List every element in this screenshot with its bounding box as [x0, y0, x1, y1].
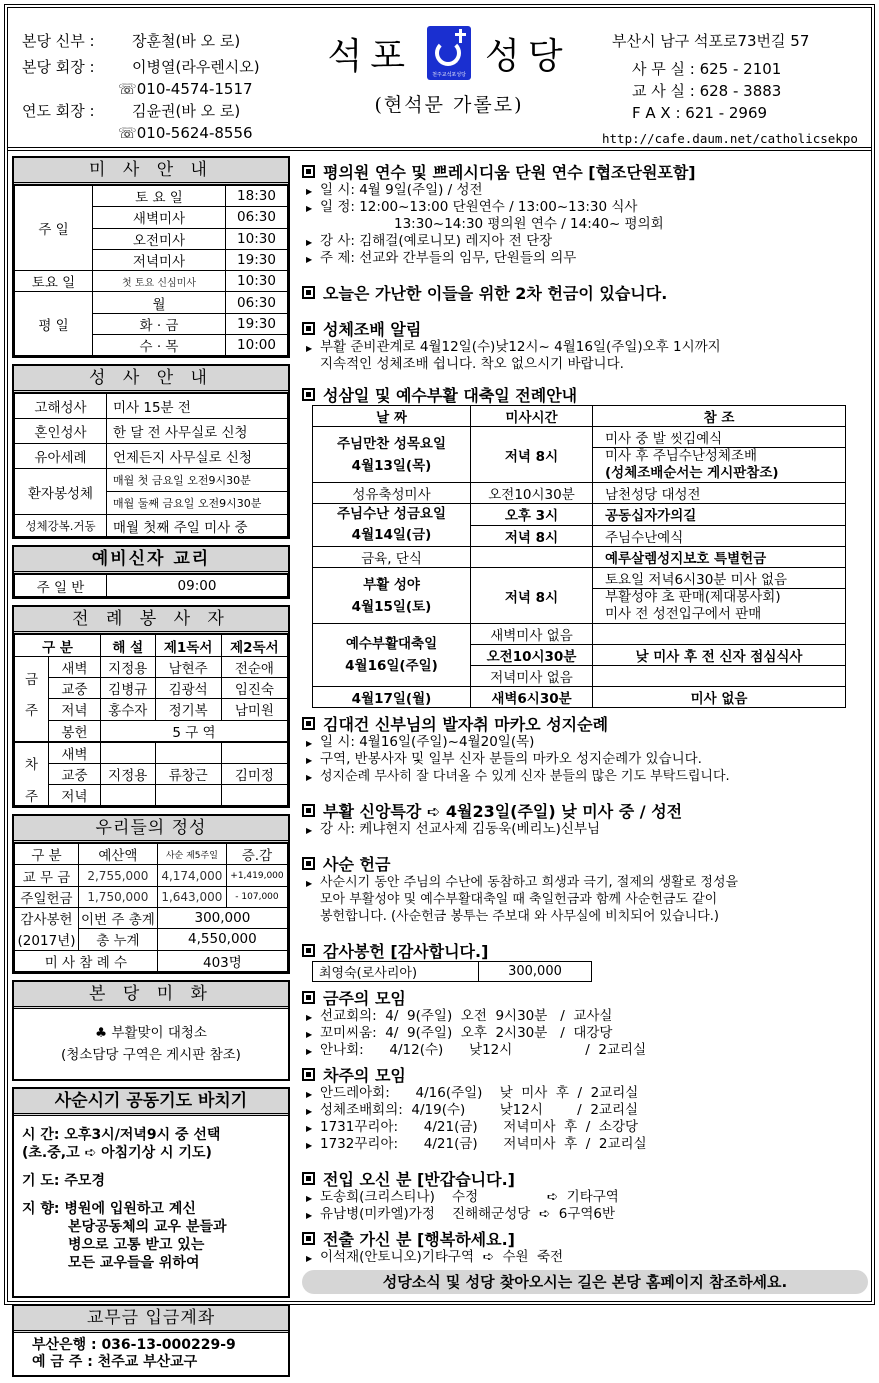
liturgy-day: 4월17일(월) — [313, 687, 471, 708]
square-bullet-icon — [302, 388, 315, 401]
liturgy-ref: 미사 중 발 씻김예식 — [593, 427, 846, 448]
liturgy-ref: 미사 전 성전입구에서 판매 — [605, 606, 762, 622]
liturgy-ref: 미사 없음 — [593, 687, 846, 708]
catechumen-box — [12, 545, 290, 599]
bullet-item: ▶ 강 사: 김해걸(예로니모) 레지아 전 단장 — [302, 233, 868, 250]
liturgy-table — [312, 405, 846, 708]
liturgy-ref: 부활성야 초 판매(제대봉사회) — [605, 589, 781, 605]
mass-name: 수 · 목 — [93, 335, 226, 356]
week-total-label: 이번 주 총계 — [79, 908, 158, 929]
sacrament-value: 언제든지 사무실로 신청 — [107, 444, 288, 469]
mass-time: 10:00 — [226, 335, 288, 356]
section-second-collection — [302, 281, 868, 303]
liturgy-ref: 남천성당 대성전 — [593, 483, 846, 504]
liturgy-time: 오전10시30분 — [471, 483, 593, 504]
catechumen-title: 예비신자 교리 — [14, 547, 288, 574]
parish-title-block — [304, 26, 594, 117]
section-title: 전입 오신 분 [반갑습니다.] — [323, 1169, 515, 1189]
liturgy-ref: (성체조배순서는 게시판참조) — [605, 465, 779, 481]
square-bullet-icon — [302, 1068, 315, 1081]
commentator: 지정용 — [100, 763, 155, 784]
yeondo-name: 김윤권(바 오 로) — [132, 102, 241, 120]
reader1 — [155, 784, 221, 805]
diff: +1,419,000 — [226, 865, 287, 886]
bullet-continuation: 지속적인 성체조배 쉽니다. 착오 없으시기 바랍니다. — [320, 356, 624, 372]
liturgy-time: 저녁 8시 — [471, 525, 593, 547]
bullet-item: ▶ 일 정: 12:00~13:00 단원연수 / 13:00~13:30 식사 — [302, 199, 868, 216]
actual: 4,174,000 — [157, 865, 226, 886]
weekday-label: 평 일 — [15, 292, 93, 356]
teachers-phone: 교 사 실 : 628 - 3883 — [632, 82, 782, 100]
mass-name: 화 · 금 — [93, 313, 226, 334]
col-header: 미사시간 — [471, 406, 593, 427]
square-bullet-icon — [302, 804, 315, 817]
col-header: 구 분 — [15, 635, 101, 656]
lent-prayer-title: 사순시기 공동기도 바치기 — [14, 1089, 288, 1116]
thanks-table — [312, 961, 592, 982]
mass-name: 토 요 일 — [93, 186, 226, 207]
sacrament-value: 한 달 전 사무실로 신청 — [107, 419, 288, 444]
liturgy-time: 새벽6시30분 — [471, 687, 593, 708]
square-bullet-icon — [302, 286, 315, 299]
liturgy-time — [471, 547, 593, 568]
sacrament-value: 미사 15분 전 — [107, 394, 288, 419]
section-next-week-meetings — [302, 1063, 868, 1085]
sacrament-name: 고해성사 — [15, 394, 107, 419]
liturgy-time: 저녁 8시 — [471, 427, 593, 483]
bank-account: 부산은행 : 036-13-000229-9 — [32, 1336, 236, 1353]
beautify-title: 본 당 미 화 — [14, 982, 288, 1009]
slot: 저녁 — [49, 784, 101, 805]
sacrament-value: 매월 첫 금요일 오전9시30분 — [107, 469, 288, 492]
square-bullet-icon — [302, 165, 315, 178]
bullet-continuation: 13:30~14:30 평의원 연수 / 14:40~ 평의회 — [394, 216, 664, 232]
mass-time: 06:30 — [226, 207, 288, 228]
section-title: 오늘은 가난한 이들을 위한 2차 헌금이 있습니다. — [323, 283, 668, 303]
prayer-time: 시 간: 오후3시/저녁9시 중 선택 — [22, 1126, 221, 1143]
reader2: 전순애 — [221, 656, 287, 677]
bullet-item: ▶ 1731꾸리아: 4/21(금) 저녁미사 후 / 소강당 — [302, 1119, 868, 1136]
section-thanks — [302, 939, 868, 961]
section-title: 부활 신앙특강 ➪ 4월23일(주일) 낮 미사 중 / 성전 — [323, 801, 683, 821]
beautify-line2: (청소담당 구역은 게시판 참조) — [61, 1046, 241, 1063]
sacrament-guide-box — [12, 364, 290, 539]
fax-number: F A X : 621 - 2969 — [632, 104, 768, 122]
donation-amount: 300,000 — [479, 962, 592, 982]
section-title: 평의원 연수 및 쁘레시디움 단원 연수 [협조단원포함] — [323, 162, 696, 182]
liturgy-date: 4월16일(주일) — [345, 658, 438, 674]
parish-subtitle: (현석문 가롤로) — [374, 94, 524, 116]
section-title: 김대건 신부님의 발자취 마카오 성지순례 — [323, 714, 609, 734]
account-holder: 예 금 주 : 천주교 부산교구 — [32, 1353, 198, 1370]
col-header: 증.감 — [226, 844, 287, 865]
slot: 저녁 — [49, 699, 101, 720]
this-week-label: 금 — [15, 656, 49, 699]
mass-time: 19:30 — [226, 313, 288, 334]
section-title: 전출 가신 분 [행복하세요.] — [323, 1229, 515, 1249]
beautify-line1: ♣ 부활맞이 대청소 — [95, 1024, 207, 1041]
catechumen-time: 09:00 — [107, 575, 288, 597]
bullet-item: ▶ 선교회의: 4/ 9(주일) 오전 9시30분 / 교사실 — [302, 1008, 868, 1025]
bullet-item: ▶ 성지순례 무사히 잘 다녀올 수 있게 신자 분들의 많은 기도 부탁드립니다. — [302, 768, 868, 785]
liturgy-ref: 예루살렘성지보호 특별헌금 — [593, 547, 846, 568]
liturgy-time: 오후 3시 — [471, 504, 593, 526]
section-lent-offering — [302, 852, 868, 874]
sacrament-value: 매월 둘째 금요일 오전9시30분 — [107, 492, 288, 515]
mass-guide-title: 미 사 안 내 — [14, 158, 288, 185]
account-box — [12, 1304, 290, 1377]
liturgy-ref: 미사 후 주님수난성체조배 — [605, 448, 758, 464]
bullet-item: ▶ 일 시: 4월 9일(주일) / 성전 — [302, 182, 868, 199]
slot: 교중 — [49, 677, 101, 698]
sacrament-table — [14, 393, 288, 537]
bullet-item: ▶ 강 사: 케냐현지 선교사제 김동욱(베리노)신부님 — [302, 821, 868, 838]
bullet-item: ▶ 구역, 반봉사자 및 일부 신자 분들의 마카오 성지순례가 있습니다. — [302, 751, 868, 768]
section-welcome — [302, 1167, 868, 1189]
intent-line: 모든 교우들을 위하여 — [68, 1254, 200, 1271]
section-pilgrimage — [302, 712, 868, 734]
budget: 2,755,000 — [79, 865, 158, 886]
offering-name: 교 무 금 — [15, 865, 79, 886]
mass-name: 새벽미사 — [93, 207, 226, 228]
priest-label: 본당 신부 : — [22, 32, 95, 50]
liturgy-day: 성유축성미사 — [313, 483, 471, 504]
slot: 새벽 — [49, 656, 101, 677]
col-header: 제2독서 — [221, 635, 287, 656]
reader1: 정기복 — [155, 699, 221, 720]
liturgy-day: 금육, 단식 — [313, 547, 471, 568]
bullet-item: ▶ 일 시: 4월16일(주일)~4월20일(목) — [302, 734, 868, 751]
offerings-box — [12, 814, 290, 974]
section-title: 성체조배 알림 — [323, 319, 422, 339]
left-column — [12, 156, 290, 1383]
diff: - 107,000 — [226, 886, 287, 907]
parish-logo-icon: 천주교석포성당 — [427, 26, 471, 80]
liturgy-date: 4월13일(목) — [351, 457, 432, 474]
yeondo-phone: ☏010-5624-8556 — [118, 124, 253, 142]
liturgy-time: 저녁 8시 — [471, 568, 593, 624]
account-title: 교무금 입금계좌 — [14, 1306, 288, 1333]
section-liturgy — [302, 383, 868, 405]
mass-name: 첫 토요 신심미사 — [93, 271, 226, 292]
bullet-item: ▶ 부활 준비관계로 4월12일(수)낮12시~ 4월16일(주일)오후 1시까지 — [302, 339, 868, 356]
title-left: 석포 — [327, 35, 413, 77]
sacrament-value: 매월 첫째 주일 미사 중 — [107, 515, 288, 537]
clergy-info — [22, 30, 260, 144]
yeondo-label: 연도 회장 : — [22, 102, 95, 120]
col-header: 구 분 — [15, 844, 79, 865]
office-phone: 사 무 실 : 625 - 2101 — [632, 60, 782, 78]
beautify-box — [12, 980, 290, 1081]
sacrament-name: 환자봉성체 — [15, 469, 107, 515]
liturgy-ref: 공동십자가의길 — [593, 504, 846, 526]
bullet-item: ▶ 도송희(크리스티나) 수정 ➪ 기타구역 — [302, 1189, 868, 1206]
contact-info — [602, 30, 858, 150]
offerings-table — [14, 843, 288, 972]
square-bullet-icon — [302, 857, 315, 870]
section-lecture — [302, 799, 868, 821]
thanks-label: 감사봉헌 — [15, 908, 79, 929]
slot: 새벽 — [49, 742, 101, 764]
offerings-title: 우리들의 정성 — [14, 816, 288, 843]
section-title: 사순 헌금 — [323, 854, 391, 874]
donor-name: 최영숙(로사리아) — [313, 962, 479, 982]
catechumen-table — [14, 574, 288, 597]
mass-time: 10:30 — [226, 271, 288, 292]
mass-name: 저녁미사 — [93, 249, 226, 270]
intent-label: 지 향: — [22, 1200, 60, 1217]
col-header: 참 조 — [593, 406, 846, 427]
reader1 — [155, 742, 221, 764]
saturday-label: 토요 일 — [15, 271, 93, 292]
offering-group: 5 구 역 — [100, 720, 287, 742]
attendance-label: 미 사 참 례 수 — [15, 950, 158, 971]
attendance: 403명 — [157, 950, 287, 971]
intent-line: 병원에 입원하고 계신 — [64, 1200, 196, 1217]
mass-time: 10:30 — [226, 228, 288, 249]
liturgy-time: 새벽미사 없음 — [471, 624, 593, 645]
section-title: 차주의 모임 — [323, 1065, 406, 1085]
prayer-time-note: (초.중,고 ➪ 아침기상 시 기도) — [22, 1144, 212, 1161]
square-bullet-icon — [302, 1172, 315, 1185]
mass-name: 오전미사 — [93, 228, 226, 249]
next-week-label: 주 — [15, 784, 49, 805]
reader1: 남현주 — [155, 656, 221, 677]
col-header: 사순 제5주일 — [157, 844, 226, 865]
bullet-item: ▶ 사순시기 동안 주님의 수난에 동참하고 희생과 극기, 절제의 생활로 정성을 — [302, 874, 868, 891]
liturgy-day: 주님만찬 성목요일 — [336, 435, 447, 452]
square-bullet-icon — [302, 991, 315, 1004]
address: 부산시 남구 석포로73번길 57 — [612, 32, 810, 50]
mass-time: 19:30 — [226, 249, 288, 270]
col-header: 제1독서 — [155, 635, 221, 656]
week-total: 300,000 — [157, 908, 287, 929]
offering-name: 주일헌금 — [15, 886, 79, 907]
header — [8, 8, 871, 151]
col-header: 해 설 — [100, 635, 155, 656]
liturgy-day: 주님수난 성금요일 — [336, 506, 447, 522]
reader1: 김광석 — [155, 677, 221, 698]
bulletin-page — [4, 4, 875, 1370]
bullet-item: ▶ 성체조배회의: 4/19(수) 낮12시 / 2교리실 — [302, 1102, 868, 1119]
liturgy-date: 4월14일(금) — [351, 527, 432, 543]
reader2: 김미정 — [221, 763, 287, 784]
homepage-notice: 성당소식 및 성당 찾아오시는 길은 본당 홈페이지 참조하세요. — [302, 1270, 868, 1294]
section-adoration — [302, 317, 868, 339]
liturgy-time: 오전10시30분 — [471, 645, 593, 666]
cumulative-label: 총 누계 — [79, 929, 158, 950]
mass-name: 월 — [93, 292, 226, 313]
bullet-item: ▶ 안나회: 4/12(수) 낮12시 / 2교리실 — [302, 1042, 868, 1059]
bullet-item: ▶ 주 제: 선교와 간부들의 임무, 단원들의 의무 — [302, 250, 868, 267]
mass-guide-box — [12, 156, 290, 358]
col-header: 날 짜 — [313, 406, 471, 427]
slot: 봉헌 — [49, 720, 101, 742]
commentator — [100, 784, 155, 805]
intent-line: 병으로 고통 받고 있는 — [68, 1236, 205, 1253]
thanks-year: (2017년) — [15, 929, 79, 950]
chair-name: 이병열(라우렌시오) — [132, 58, 260, 76]
servers-table — [14, 634, 288, 806]
section-farewell — [302, 1227, 868, 1249]
next-week-label: 차 — [15, 742, 49, 785]
mass-time: 18:30 — [226, 186, 288, 207]
commentator: 김병규 — [100, 677, 155, 698]
bullet-item: ▶ 꼬미씨움: 4/ 9(주일) 오후 2시30분 / 대강당 — [302, 1025, 868, 1042]
slot: 교중 — [49, 763, 101, 784]
bullet-item: ▶ 안드레아회: 4/16(주일) 낮 미사 후 / 2교리실 — [302, 1085, 868, 1102]
section-title: 감사봉헌 [감사합니다.] — [323, 941, 489, 961]
actual: 1,643,000 — [157, 886, 226, 907]
square-bullet-icon — [302, 322, 315, 335]
bullet-item: ▶ 이석재(안토니오)기타구역 ➪ 수원 죽전 — [302, 1249, 868, 1266]
servers-box — [12, 605, 290, 808]
sacrament-guide-title: 성 사 안 내 — [14, 366, 288, 393]
liturgy-ref: 낮 미사 후 전 신자 점심식사 — [593, 645, 846, 666]
reader1: 류창근 — [155, 763, 221, 784]
section-this-week-meetings — [302, 986, 868, 1008]
intent-line: 본당공동체의 교우 분들과 — [68, 1218, 227, 1235]
title-right: 성당 — [485, 35, 571, 77]
commentator — [100, 742, 155, 764]
commentator: 홍수자 — [100, 699, 155, 720]
catechumen-class: 주 일 반 — [15, 575, 107, 597]
right-column — [302, 156, 868, 1294]
servers-title: 전 례 봉 사 자 — [14, 607, 288, 634]
reader2: 임진숙 — [221, 677, 287, 698]
liturgy-day: 부활 성야 — [363, 576, 420, 593]
bullet-item: ▶ 유남병(미카엘)가정 진해해군성당 ➪ 6구역6반 — [302, 1206, 868, 1223]
commentator: 지정용 — [100, 656, 155, 677]
liturgy-time: 저녁미사 없음 — [471, 666, 593, 687]
liturgy-ref: 토요일 저녁6시30분 미사 없음 — [593, 568, 846, 589]
lent-prayer-box — [12, 1087, 290, 1298]
square-bullet-icon — [302, 1232, 315, 1245]
chair-label: 본당 회장 : — [22, 58, 95, 76]
square-bullet-icon — [302, 717, 315, 730]
budget: 1,750,000 — [79, 886, 158, 907]
prayer-text: 기 도: 주모경 — [22, 1172, 105, 1189]
mass-time: 06:30 — [226, 292, 288, 313]
liturgy-date: 4월15일(토) — [351, 598, 432, 615]
priest-name: 장훈철(바 오 로) — [132, 32, 241, 50]
reader2: 남미원 — [221, 699, 287, 720]
homepage-link[interactable]: http://cafe.daum.net/catholicsekpo — [602, 131, 858, 146]
bullet-item: ▶ 1732꾸리아: 4/21(금) 저녁미사 후 / 2교리실 — [302, 1136, 868, 1153]
section-title: 금주의 모임 — [323, 988, 406, 1008]
this-week-label: 주 — [15, 699, 49, 742]
chair-phone: ☏010-4574-1517 — [118, 80, 253, 98]
sacrament-name: 혼인성사 — [15, 419, 107, 444]
liturgy-ref: 주님수난예식 — [593, 525, 846, 547]
reader2 — [221, 742, 287, 764]
sacrament-name: 유아세례 — [15, 444, 107, 469]
sacrament-name: 성체강복.거동 — [15, 515, 107, 537]
liturgy-day: 예수부활대축일 — [345, 636, 438, 652]
section-title: 성삼일 및 예수부활 대축일 전례안내 — [323, 385, 578, 405]
reader2 — [221, 784, 287, 805]
cumulative: 4,550,000 — [157, 929, 287, 950]
sunday-label: 주 일 — [15, 186, 93, 271]
bullet-continuation: 봉헌합니다. (사순헌금 봉투는 주보대 와 사무실에 비치되어 있습니다.) — [320, 909, 719, 924]
col-header: 예산액 — [79, 844, 158, 865]
square-bullet-icon — [302, 944, 315, 957]
bullet-continuation: 모아 부활성야 및 예수부활대축일 때 축일헌금과 함께 사순헌금도 같이 — [320, 892, 718, 907]
section-training — [302, 160, 868, 182]
mass-schedule-table — [14, 185, 288, 356]
